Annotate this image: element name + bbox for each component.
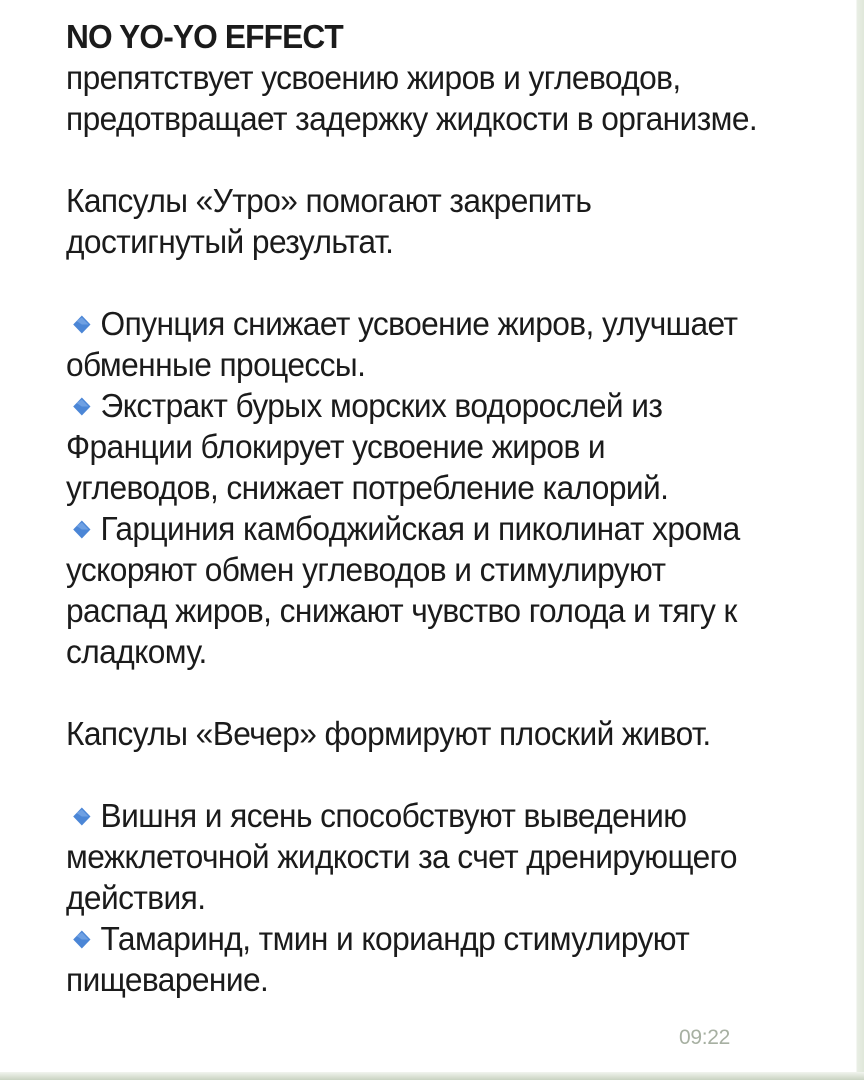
blue-diamond-icon xyxy=(73,315,91,334)
list-item xyxy=(66,385,757,508)
evening-capsules-heading: Капсулы «Вечер» формируют плоский живот. xyxy=(66,715,711,752)
list-item-text: Опунция снижает усвоение жиров, улучшает обменные процессы. xyxy=(66,305,738,383)
intro-text: препятствует усвоению жиров и углеводов, предотвращает задержку жидкости в организме. xyxy=(66,59,758,137)
blue-diamond-icon xyxy=(73,930,91,949)
morning-capsules-heading: Капсулы «Утро» помогают закрепить достигнутый результат. xyxy=(66,182,592,260)
chat-background-bottom xyxy=(0,1072,864,1080)
list-item-text: Экстракт бурых морских водорослей из Франции блокирует усвоение жиров и углеводов, снижает потребление калорий. xyxy=(66,387,669,506)
blue-diamond-icon xyxy=(73,397,91,416)
chat-background-edge xyxy=(806,0,864,1080)
blue-diamond-icon xyxy=(73,807,91,826)
list-item-text: Гарциния камбоджийская и пиколинат хрома ускоряют обмен углеводов и стимулируют распад жиров, снижают чувство голода и тягу к сладкому. xyxy=(66,510,740,670)
list-item xyxy=(66,303,757,385)
message-timestamp: 09:22 xyxy=(678,1026,730,1049)
list-item xyxy=(66,508,757,672)
product-title: NO YO-YO EFFECT xyxy=(66,18,343,55)
blue-diamond-icon xyxy=(73,520,91,539)
list-item-text: Тамаринд, тмин и кориандр стимулируют пищеварение. xyxy=(66,920,690,998)
list-item xyxy=(66,918,757,1000)
list-item xyxy=(66,795,757,918)
list-item-text: Вишня и ясень способствуют выведению межклеточной жидкости за счет дренирующего действия. xyxy=(66,797,737,916)
message-text xyxy=(66,16,757,1000)
